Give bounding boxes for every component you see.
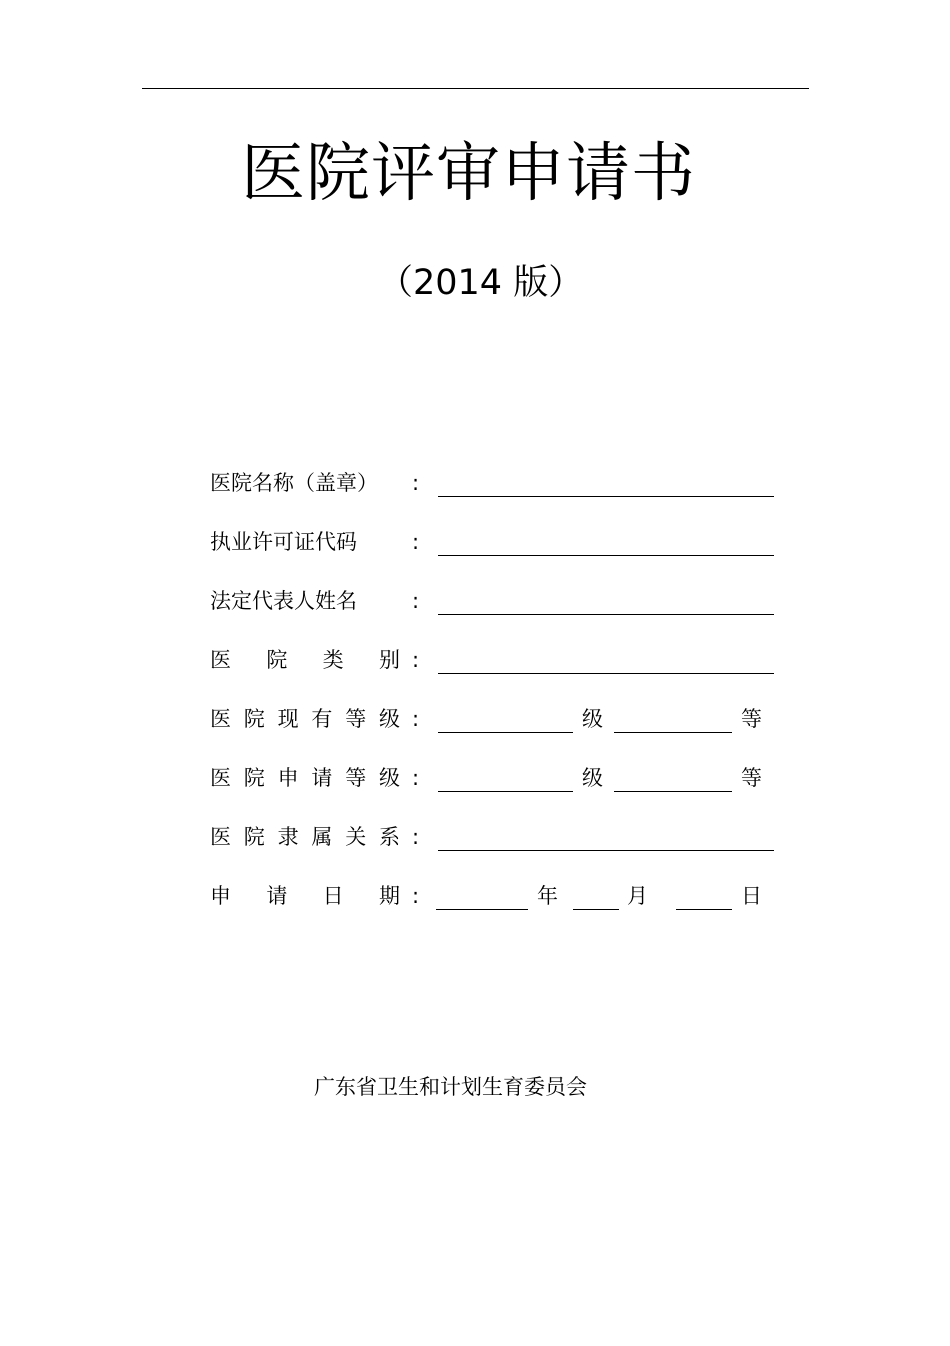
field-label: 法定代表人姓名 bbox=[210, 589, 357, 613]
label-char: 日 bbox=[322, 884, 344, 908]
label-char: 别 bbox=[378, 648, 400, 672]
day-blank[interactable] bbox=[676, 909, 732, 910]
edition-label: （2014 版） bbox=[378, 263, 584, 303]
field-colon: : bbox=[412, 648, 420, 672]
field-hospital-category bbox=[210, 645, 790, 679]
year-blank[interactable] bbox=[436, 909, 528, 910]
field-label: 执业许可证代码 bbox=[210, 530, 357, 554]
field-label bbox=[210, 763, 400, 793]
label-char: 医 bbox=[210, 825, 231, 849]
document-title: 医院评审申请书 bbox=[241, 137, 696, 211]
legal-representative-blank[interactable] bbox=[438, 614, 774, 615]
hospital-name-blank[interactable] bbox=[438, 496, 774, 497]
field-current-level bbox=[210, 704, 790, 738]
label-char: 医 bbox=[210, 707, 231, 731]
affiliation-blank[interactable] bbox=[438, 850, 774, 851]
label-char: 院 bbox=[243, 766, 265, 790]
field-colon: : bbox=[412, 707, 420, 731]
license-code-blank[interactable] bbox=[438, 555, 774, 556]
field-colon: : bbox=[412, 825, 420, 849]
year-unit: 年 bbox=[537, 884, 558, 908]
label-char: 关 bbox=[345, 825, 367, 849]
field-colon: : bbox=[412, 884, 420, 908]
current-level-blank[interactable] bbox=[438, 732, 573, 733]
label-char: 系 bbox=[378, 825, 400, 849]
grade-unit: 等 bbox=[741, 707, 762, 731]
label-char: 医 bbox=[210, 766, 231, 790]
label-char: 申 bbox=[210, 884, 231, 908]
field-colon: : bbox=[412, 589, 420, 613]
label-char: 级 bbox=[378, 766, 400, 790]
issuing-authority: 广东省卫生和计划生育委员会 bbox=[314, 1075, 587, 1099]
field-label bbox=[210, 822, 400, 852]
label-char: 期 bbox=[378, 884, 400, 908]
grade-unit: 等 bbox=[741, 766, 762, 790]
field-label bbox=[210, 645, 400, 675]
level-unit: 级 bbox=[582, 766, 603, 790]
field-label bbox=[210, 881, 400, 911]
field-colon: : bbox=[412, 530, 420, 554]
label-char: 等 bbox=[345, 707, 367, 731]
hospital-category-blank[interactable] bbox=[438, 673, 774, 674]
label-char: 级 bbox=[378, 707, 400, 731]
month-blank[interactable] bbox=[573, 909, 619, 910]
label-char: 请 bbox=[311, 766, 333, 790]
field-license-code bbox=[210, 527, 790, 561]
applied-level-blank[interactable] bbox=[438, 791, 573, 792]
label-char: 属 bbox=[311, 825, 333, 849]
field-hospital-name bbox=[210, 468, 790, 502]
field-applied-level bbox=[210, 763, 790, 797]
level-unit: 级 bbox=[582, 707, 603, 731]
label-char: 院 bbox=[266, 648, 288, 672]
label-char: 院 bbox=[243, 825, 265, 849]
label-char: 现 bbox=[277, 707, 299, 731]
label-char: 隶 bbox=[277, 825, 299, 849]
applied-grade-blank[interactable] bbox=[614, 791, 732, 792]
field-colon: : bbox=[412, 471, 420, 495]
top-rule bbox=[142, 88, 809, 89]
label-char: 类 bbox=[322, 648, 344, 672]
field-label: 医院名称（盖章） bbox=[210, 471, 378, 495]
field-application-date bbox=[210, 881, 790, 915]
label-char: 等 bbox=[345, 766, 367, 790]
field-affiliation bbox=[210, 822, 790, 856]
label-char: 请 bbox=[266, 884, 288, 908]
label-char: 有 bbox=[311, 707, 333, 731]
field-label bbox=[210, 704, 400, 734]
field-colon: : bbox=[412, 766, 420, 790]
month-unit: 月 bbox=[627, 884, 648, 908]
label-char: 申 bbox=[277, 766, 299, 790]
field-legal-representative bbox=[210, 586, 790, 620]
current-grade-blank[interactable] bbox=[614, 732, 732, 733]
label-char: 院 bbox=[243, 707, 265, 731]
label-char: 医 bbox=[210, 648, 231, 672]
day-unit: 日 bbox=[741, 884, 762, 908]
